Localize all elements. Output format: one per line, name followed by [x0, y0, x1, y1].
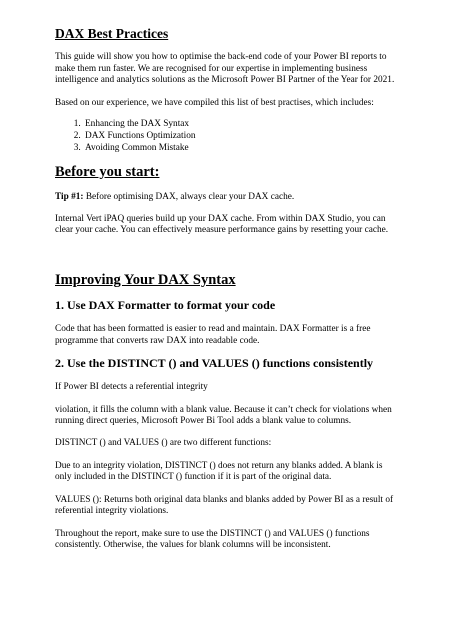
cache-paragraph: Internal Vert iPAQ queries build up your DAX cache. From within DAX Studio, you can clear your cache. You can effectively measure performance gains by resetting your cache.: [55, 213, 389, 236]
section-2-paragraph-5: VALUES (): Returns both original data blanks and blanks added by Power BI as a result of referential integrity violations.: [55, 494, 394, 517]
section-2-paragraph-1: If Power BI detects a referential integrity: [55, 382, 208, 393]
section-2-paragraph-4: Due to an integrity violation, DISTINCT () does not return any blanks added. A blank is only included in the DISTINCT () function if it is part of the original data.: [55, 460, 383, 483]
list-item: 3. Avoiding Common Mistake: [83, 143, 401, 155]
intro-paragraph: This guide will show you how to optimise the back-end code of your Power BI reports to make them run faster. We are recognised for our expertise in implementing business intelligence and analytics solutions as the Microsoft Power BI Partner of the Year for 2021.: [55, 52, 395, 86]
section-2-paragraph-6: Throughout the report, make sure to use the DISTINCT () and VALUES () functions consistently. Otherwise, the values for blank columns will be inconsistent.: [55, 528, 370, 551]
before-start-heading: Before you start:: [55, 164, 160, 181]
improving-syntax-heading: Improving Your DAX Syntax: [55, 271, 236, 288]
tip-paragraph: [55, 192, 401, 204]
section-2-heading: 2. Use the DISTINCT () and VALUES () functions consistently: [55, 356, 374, 371]
list-item: 1. Enhancing the DAX Syntax: [83, 119, 401, 131]
practices-list: [55, 119, 401, 154]
tip-text: Before optimising DAX, always clear your DAX cache.: [83, 192, 295, 203]
section-2-paragraph-2: violation, it fills the column with a blank value. Because it can’t check for violations when running direct queries, Microsoft Power Bi Tool adds a blank value to columns.: [55, 404, 392, 427]
tip-label: Tip #1:: [55, 192, 84, 203]
compiled-paragraph: Based on our experience, we have compiled this list of best practises, which includes:: [55, 97, 374, 108]
document-title: DAX Best Practices: [55, 26, 169, 41]
list-item: 2. DAX Functions Optimization: [83, 131, 401, 143]
section-1-heading: 1. Use DAX Formatter to format your code: [55, 297, 276, 312]
section-2-paragraph-3: DISTINCT () and VALUES () are two different functions:: [55, 437, 272, 448]
section-1-paragraph: Code that has been formatted is easier to read and maintain. DAX Formatter is a free programme that converts raw DAX into readable code.: [55, 323, 371, 346]
